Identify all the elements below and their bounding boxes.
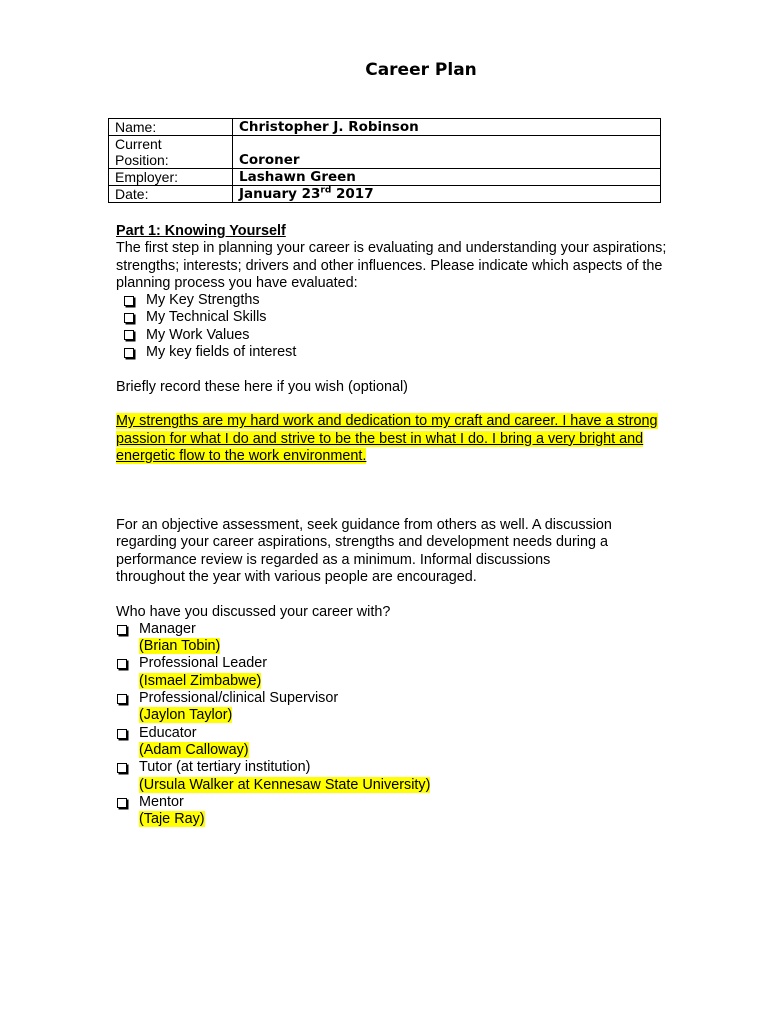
- checkbox-icon[interactable]: [117, 798, 127, 808]
- person-item: [116, 621, 676, 656]
- info-row-employer: [109, 169, 661, 186]
- checkbox-icon[interactable]: [124, 296, 134, 306]
- checkbox-icon[interactable]: [117, 659, 127, 669]
- date-value-year: 2017: [331, 186, 374, 202]
- part1-heading: Part 1: Knowing Yourself: [116, 223, 286, 239]
- spacer: [116, 482, 676, 499]
- person-item: [116, 794, 676, 829]
- spacer: [116, 361, 676, 378]
- person-item: [116, 759, 676, 794]
- checkbox-icon[interactable]: [124, 330, 134, 340]
- person-role: Tutor (at tertiary institution): [139, 759, 311, 776]
- position-label-line-1: Current: [115, 136, 162, 152]
- strengths-answer-text: My strengths are my hard work and dedication to my craft and career. I have a strong passion for what I do and strive to be the best in what I do. I bring a very bright and energetic flow to the work environment.: [116, 413, 658, 464]
- checklist-item: [124, 309, 676, 326]
- employer-value: Lashawn Green: [233, 169, 661, 186]
- person-item: [116, 655, 676, 690]
- evaluation-checklist: [116, 292, 676, 361]
- checklist-item: [124, 292, 676, 309]
- spacer: [116, 465, 676, 482]
- person-name[interactable]: (Ursula Walker at Kennesaw State University): [139, 776, 431, 793]
- checklist-item: [124, 327, 676, 344]
- spacer: [116, 500, 676, 517]
- person-role: Manager: [139, 620, 196, 637]
- person-name[interactable]: (Brian Tobin): [139, 638, 221, 655]
- person-role: Professional Leader: [139, 655, 267, 672]
- checkbox-icon[interactable]: [117, 763, 127, 773]
- employer-label: Employer:: [109, 169, 233, 186]
- date-value-ordinal: rd: [320, 185, 332, 196]
- person-name[interactable]: (Ismael Zimbabwe): [139, 672, 262, 689]
- checkbox-icon[interactable]: [124, 348, 134, 358]
- info-row-date: [109, 186, 661, 203]
- strengths-answer[interactable]: [116, 413, 661, 465]
- position-label: [109, 136, 233, 169]
- date-value: [233, 186, 661, 203]
- checkbox-icon[interactable]: [117, 694, 127, 704]
- person-role: Professional/clinical Supervisor: [139, 690, 339, 707]
- person-name[interactable]: (Adam Calloway): [139, 741, 249, 758]
- person-role: Mentor: [139, 793, 184, 810]
- spacer: [116, 396, 676, 413]
- record-prompt: Briefly record these here if you wish (optional): [116, 378, 408, 395]
- person-item: [116, 690, 676, 725]
- name-value: Christopher J. Robinson: [233, 119, 661, 136]
- checkbox-icon[interactable]: [124, 313, 134, 323]
- checklist-label: My Key Strengths: [146, 292, 260, 309]
- discussion-question: Who have you discussed your career with?: [116, 603, 391, 620]
- checklist-item: [124, 344, 676, 361]
- checkbox-icon[interactable]: [117, 625, 127, 635]
- document-body: [116, 223, 676, 828]
- checklist-label: My Technical Skills: [146, 309, 267, 326]
- date-label: Date:: [109, 186, 233, 203]
- date-value-main: January 23: [239, 186, 321, 202]
- page-title: Career Plan: [365, 60, 477, 80]
- person-role: Educator: [139, 724, 197, 741]
- discussed-with-list: [116, 621, 676, 829]
- name-label: Name:: [109, 119, 233, 136]
- guidance-paragraph: For an objective assessment, seek guidance from others as well. A discussion regarding your career aspirations, strengths and development needs during a performance review is regarded as a minimum. Informal discussions throughout the year with various people are encouraged.: [116, 517, 612, 585]
- info-table: [108, 118, 661, 203]
- part1-intro: The first step in planning your career is evaluating and understanding your aspirations; strengths; interests; drivers and other influences. Please indicate which aspects of the planning process you have evaluated:: [116, 240, 667, 291]
- person-name[interactable]: (Taje Ray): [139, 811, 205, 828]
- checkbox-icon[interactable]: [117, 729, 127, 739]
- person-item: [116, 725, 676, 760]
- checklist-label: My key fields of interest: [146, 344, 297, 361]
- person-name[interactable]: (Jaylon Taylor): [139, 707, 233, 724]
- checklist-label: My Work Values: [146, 326, 250, 343]
- info-row-name: [109, 119, 661, 136]
- position-label-line-2: Position:: [115, 152, 169, 168]
- info-row-position: [109, 136, 661, 169]
- position-value: Coroner: [233, 136, 661, 169]
- spacer: [116, 586, 676, 603]
